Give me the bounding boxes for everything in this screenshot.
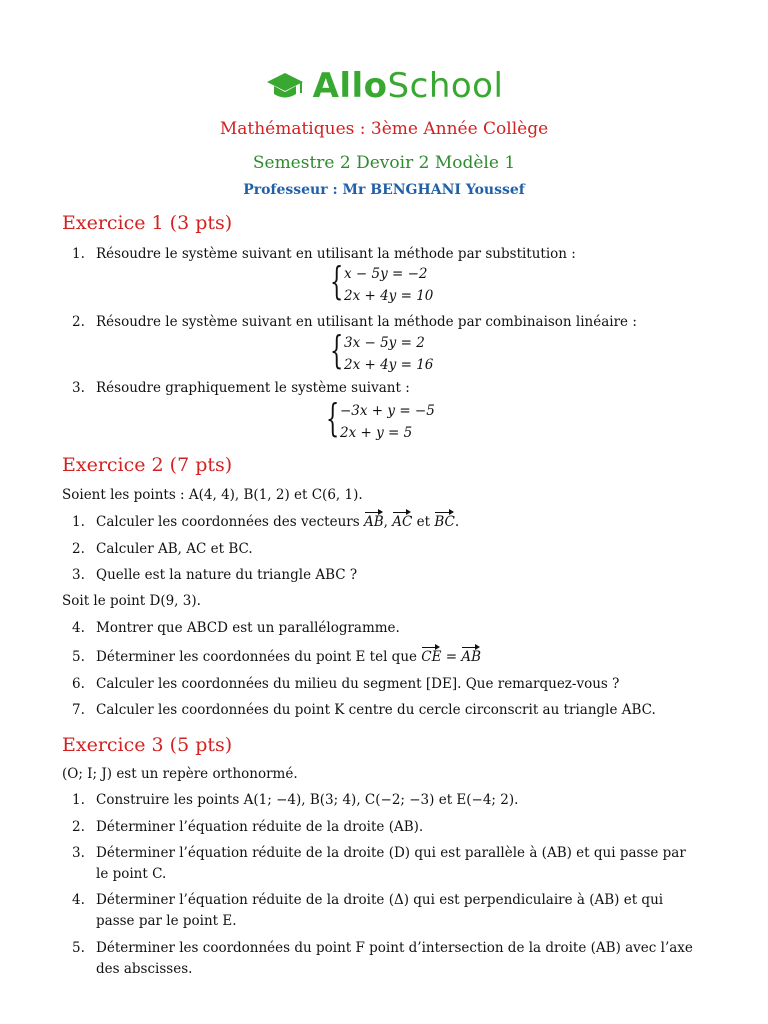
ex2-intro: Soient les points : A(4, 4), B(1, 2) et C(6, 1). <box>62 487 363 503</box>
alloschool-logo <box>0 66 768 106</box>
ex1-q3-text: Résoudre graphiquement le système suivant : <box>96 380 410 396</box>
ex2-q5-text: Déterminer les coordonnées du point E tel que CE = AB <box>96 649 482 665</box>
exercise-1-title: Exercice 1 (3 pts) <box>62 212 233 234</box>
vector-ab-2: AB <box>461 649 482 665</box>
ex2-q3-text: Quelle est la nature du triangle ABC ? <box>96 567 358 583</box>
ex1-s1-eq2: 2x + 4y = 10 <box>344 288 434 304</box>
exercise-2-title: Exercice 2 (7 pts) <box>62 454 233 476</box>
teacher-name: Professeur : Mr BENGHANI Youssef <box>243 182 525 198</box>
ex1-q3-number: 3. <box>72 380 85 396</box>
document-subtitle: Semestre 2 Devoir 2 Modèle 1 <box>252 153 516 173</box>
ex1-s3-eq2: 2x + y = 5 <box>340 425 413 441</box>
ex2-q1-number: 1. <box>72 514 85 530</box>
ex2-q2-text: Calculer AB, AC et BC. <box>96 541 253 557</box>
exercise-3-title: Exercice 3 (5 pts) <box>62 734 233 756</box>
ex1-q1-text: Résoudre le système suivant en utilisant la méthode par substitution : <box>96 246 576 262</box>
ex2-q3-number: 3. <box>72 567 85 583</box>
ex1-q1-number: 1. <box>72 246 85 262</box>
ex3-q4-text-b: passe par le point E. <box>96 913 237 929</box>
vector-ce: CE <box>421 649 442 665</box>
ex3-q1-text: Construire les points A(1; −4), B(3; 4), C(−2; −3) et E(−4; 2). <box>96 792 519 808</box>
ex3-q3-number: 3. <box>72 845 85 861</box>
ex3-q3-text-b: le point C. <box>96 866 167 882</box>
ex2-q6-number: 6. <box>72 676 85 692</box>
ex1-s1-eq1: x − 5y = −2 <box>344 266 428 282</box>
ex3-intro: (O; I; J) est un repère orthonormé. <box>62 766 298 782</box>
vector-ab: AB <box>363 514 384 530</box>
ex2-q6-text: Calculer les coordonnées du milieu du segment [DE]. Que remarquez-vous ? <box>96 676 620 692</box>
ex2-intro-2: Soit le point D(9, 3). <box>62 593 201 609</box>
document-title: Mathématiques : 3ème Année Collège <box>219 119 549 139</box>
ex2-q7-number: 7. <box>72 702 85 718</box>
ex1-s3-eq1: −3x + y = −5 <box>340 403 435 419</box>
logo-text: AlloSchool <box>312 66 504 106</box>
ex3-q5-number: 5. <box>72 940 85 956</box>
vector-ac: AC <box>392 514 413 530</box>
ex3-q3-text-a: Déterminer l’équation réduite de la droite (D) qui est parallèle à (AB) et qui passe par <box>96 845 686 861</box>
ex1-q2-number: 2. <box>72 314 85 330</box>
ex1-s2-eq2: 2x + 4y = 16 <box>344 357 434 373</box>
ex2-q1-text: Calculer les coordonnées des vecteurs AB, AC et BC. <box>96 514 460 530</box>
ex2-q2-number: 2. <box>72 541 85 557</box>
ex1-s2-eq1: 3x − 5y = 2 <box>344 335 425 351</box>
ex1-q2-text: Résoudre le système suivant en utilisant la méthode par combinaison linéaire : <box>96 314 637 330</box>
ex2-q4-number: 4. <box>72 620 85 636</box>
ex3-q4-number: 4. <box>72 892 85 908</box>
ex3-q5-text-a: Déterminer les coordonnées du point F point d’intersection de la droite (AB) avec l’axe <box>96 940 693 956</box>
graduation-cap-icon <box>265 69 305 103</box>
ex3-q2-number: 2. <box>72 819 85 835</box>
ex2-q4-text: Montrer que ABCD est un parallélogramme. <box>96 620 400 636</box>
ex3-q2-text: Déterminer l’équation réduite de la droite (AB). <box>96 819 424 835</box>
ex3-q1-number: 1. <box>72 792 85 808</box>
ex3-q5-text-b: des abscisses. <box>96 961 193 977</box>
ex2-q5-number: 5. <box>72 649 85 665</box>
vector-bc: BC <box>434 514 455 530</box>
ex3-q4-text-a: Déterminer l’équation réduite de la droite (Δ) qui est perpendiculaire à (AB) et qui <box>96 892 664 908</box>
ex2-q7-text: Calculer les coordonnées du point K centre du cercle circonscrit au triangle ABC. <box>96 702 656 718</box>
